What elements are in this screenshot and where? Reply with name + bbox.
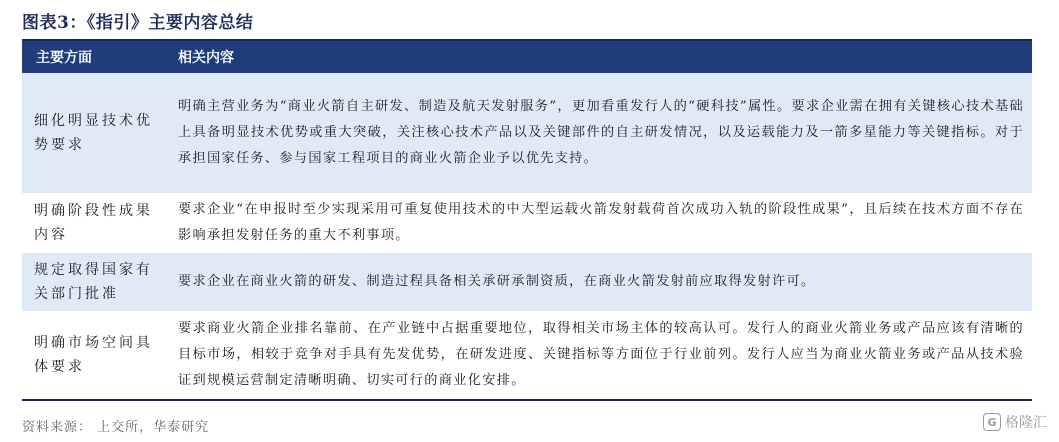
table-row xyxy=(22,73,1032,194)
row-label: 明确市场空间具体要求 xyxy=(34,335,153,375)
source-note: 资料来源： 上交所，华泰研究 xyxy=(22,420,210,435)
row-label: 规定取得国家有关部门批准 xyxy=(34,262,153,302)
gelonghui-logo-icon: G xyxy=(983,413,1001,431)
row-label: 细化明显技术优势要求 xyxy=(34,113,153,153)
table-bottom-rule xyxy=(22,399,1032,401)
table-row xyxy=(22,253,1032,312)
row-content: 要求商业火箭企业排名靠前、在产业链中占据重要地位，取得相关市场主体的较高认可。发行人的商业火箭业务或产品应该有清晰的目标市场，相较于竞争对手具有先发优势，在研发进度、关键指标等方面位于行业前列。发行人应当为商业火箭业务或产品从技术验证到规模运营制定清晰明确、切实可行的商业化安排。 xyxy=(178,321,1024,388)
table-row xyxy=(22,194,1032,253)
figure-title: 图表3：《指引》主要内容总结 xyxy=(22,13,254,33)
summary-table xyxy=(22,39,1032,401)
row-content: 要求企业“在申报时至少实现采用可重复使用技术的中大型运载火箭发射载荷首次成功入轨的阶段性成果”，且后续在技术方面不存在影响承担发射任务的重大不利事项。 xyxy=(178,202,1024,243)
table-header-row xyxy=(22,39,1032,73)
watermark xyxy=(983,412,1047,432)
row-content: 要求企业在商业火箭的研发、制造过程具备相关承研承制资质，在商业火箭发射前应取得发射许可。 xyxy=(178,274,816,289)
header-main-aspect: 主要方面 xyxy=(36,50,92,66)
table-row xyxy=(22,312,1032,399)
row-label: 明确阶段性成果内容 xyxy=(34,203,153,243)
row-content: 明确主营业务为“商业火箭自主研发、制造及航天发射服务”，更加看重发行人的“硬科技”属性。要求企业需在拥有关键核心技术基础上具备明显技术优势或重大突破，关注核心技术产品以及关键部件的自主研发情况，以及运载能力及一箭多星能力等关键指标。对于承担国家任务、参与国家工程项目的商业火箭企业予以优先支持。 xyxy=(178,99,1024,166)
header-related-content: 相关内容 xyxy=(178,50,234,66)
watermark-text: 格隆汇 xyxy=(1005,415,1047,431)
